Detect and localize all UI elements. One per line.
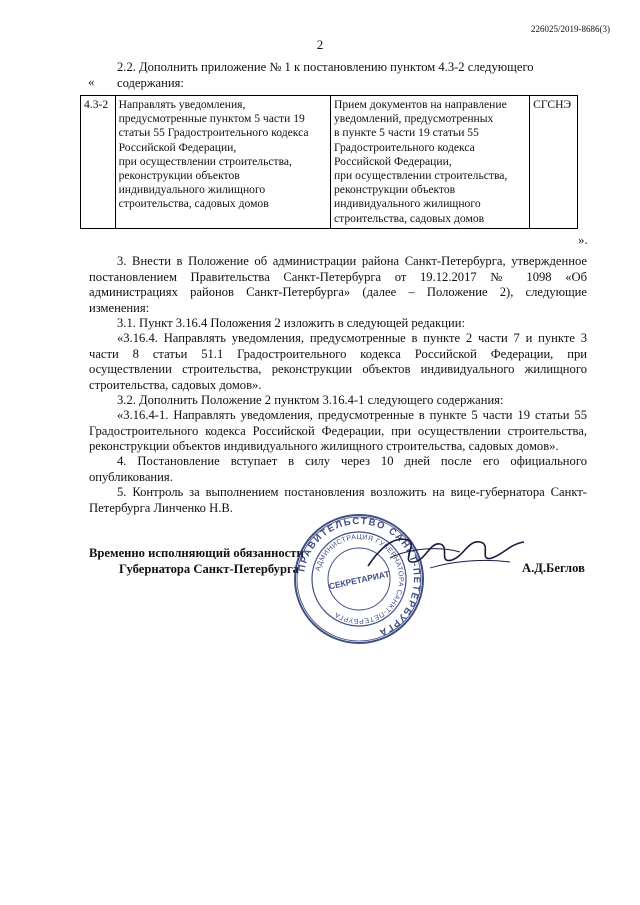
paragraph-3: 3. Внести в Положение об администрации района Санкт-Петербурга, утвержденное постановлением Правительства Санкт-Петербурга от 19.12.2017 № 1098 «Об администрациях районов Санкт-Петербурга» (далее – Положение 2), следующие изменения: bbox=[89, 254, 587, 315]
appendix-insert-table bbox=[80, 95, 578, 229]
signatory-title-line2: Губернатора Санкт-Петербурга bbox=[119, 562, 299, 576]
seal-center-text: СЕКРЕТАРИАТ bbox=[327, 568, 391, 592]
seal-inner-text: АДМИНИСТРАЦИЯ ГУБЕРНАТОРА САНКТ-ПЕТЕРБУРГА bbox=[314, 533, 405, 625]
paragraph-3-2: 3.2. Дополнить Положение 2 пунктом 3.16.4-1 следующего содержания: bbox=[117, 393, 504, 407]
paragraph-3-2-text: «3.16.4-1. Направлять уведомления, предусмотренные в пункте 5 части 19 статьи 55 Градостроительного кодекса Российской Федерации, при осуществлении строительства, реконструкции объектов индивидуального жилищного строительства, садовых домов». bbox=[89, 408, 587, 453]
paragraph-4: 4. Постановление вступает в силу через 10 дней после его официального опубликования. bbox=[89, 454, 587, 484]
table-cell-function: Направлять уведомления, предусмотренные пунктом 5 части 19 статьи 55 Градостроительного кодекса Российской Федерации, при осуществлении строительства, реконструкции объектов индивидуального жилищного строительства, садовых домов bbox=[115, 96, 330, 229]
table-cell-service: Прием документов на направление уведомлений, предусмотренных в пункте 5 части 19 статьи 55 Градостроительного кодекса Российской Федерации, при осуществлении строительства, реконструкции объектов индивидуального жилищного строительства, садовых домов bbox=[331, 96, 530, 229]
paragraph-3-1: 3.1. Пункт 3.16.4 Положения 2 изложить в следующей редакции: bbox=[117, 316, 465, 330]
closing-quote: ». bbox=[578, 232, 588, 247]
handwritten-signature bbox=[360, 518, 530, 588]
intro-paragraph: 2.2. Дополнить приложение № 1 к постановлению пунктом 4.3-2 следующего содержания: bbox=[117, 60, 534, 90]
table-cell-agency: СГСНЭ bbox=[530, 96, 578, 229]
signatory-title bbox=[89, 545, 304, 577]
document-number: 226025/2019-8686(3) bbox=[531, 24, 610, 34]
signatory-title-line1: Временно исполняющий обязанности bbox=[89, 546, 304, 560]
page-number: 2 bbox=[316, 37, 324, 52]
signatory-name: А.Д.Беглов bbox=[522, 561, 585, 575]
seal-outer-text: ПРАВИТЕЛЬСТВО САНКТ-ПЕТЕРБУРГА bbox=[296, 515, 423, 639]
paragraph-5: 5. Контроль за выполнением постановления возложить на вице-губернатора Санкт-Петербурга Линченко Н.В. bbox=[89, 485, 587, 515]
table-cell-number: 4.3-2 bbox=[81, 96, 116, 229]
opening-quote: « bbox=[88, 74, 95, 89]
paragraph-3-1-text: «3.16.4. Направлять уведомления, предусмотренные в пункте 2 части 7 и пункте 3 части 8 статьи 51.1 Градостроительного кодекса Российской Федерации, при осуществлении строительства, реконструкции объектов индивидуального жилищного строительства, садовых домов». bbox=[89, 331, 587, 392]
table-row bbox=[81, 96, 578, 229]
